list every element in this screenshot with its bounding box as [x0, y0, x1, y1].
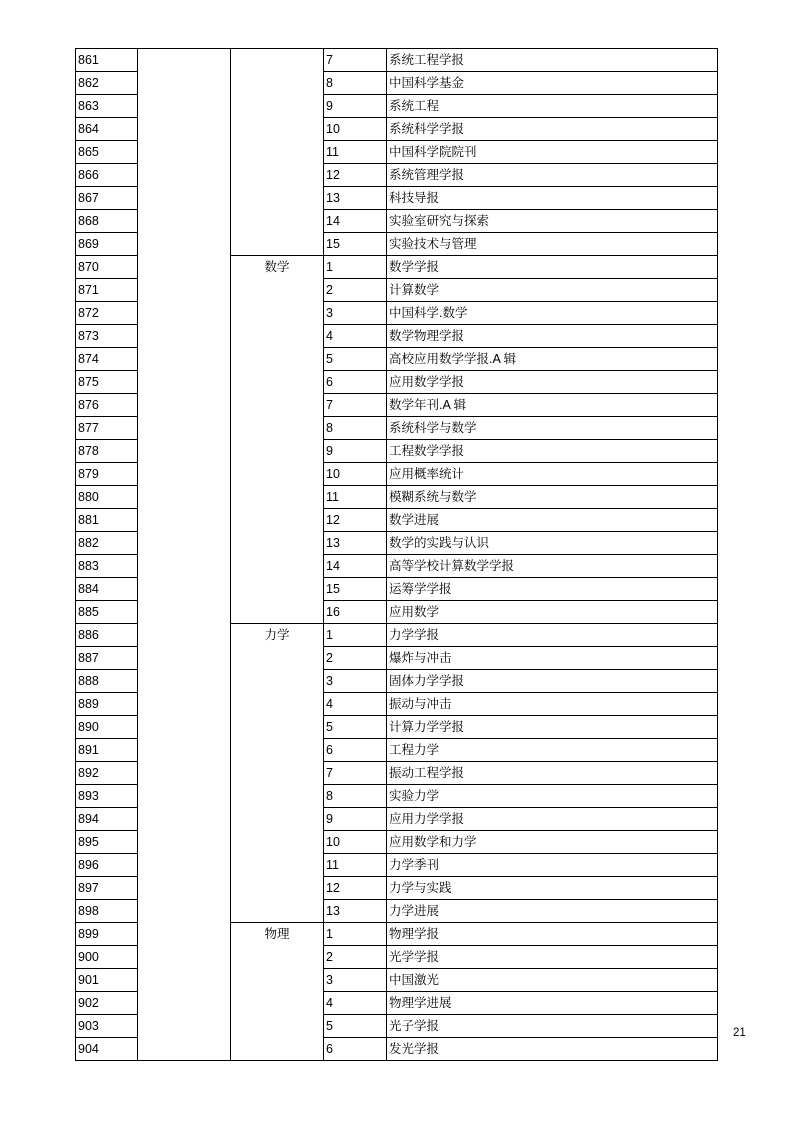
category-cell: [138, 900, 231, 923]
serial-number-cell: 877: [76, 417, 138, 440]
rank-cell: 11: [324, 141, 387, 164]
table-row: [76, 739, 718, 762]
category-cell: [138, 279, 231, 302]
table-row: [76, 95, 718, 118]
table-row: [76, 716, 718, 739]
journal-table-body: [76, 49, 718, 1061]
category-cell: [138, 302, 231, 325]
journal-name-cell: 系统科学学报: [387, 118, 718, 141]
table-row: [76, 440, 718, 463]
subject-cell: [231, 509, 324, 532]
subject-cell: [231, 693, 324, 716]
rank-cell: 7: [324, 49, 387, 72]
subject-cell: [231, 325, 324, 348]
serial-number-cell: 865: [76, 141, 138, 164]
serial-number-cell: 875: [76, 371, 138, 394]
rank-cell: 2: [324, 946, 387, 969]
serial-number-cell: 885: [76, 601, 138, 624]
table-row: [76, 141, 718, 164]
serial-number-cell: 880: [76, 486, 138, 509]
rank-cell: 4: [324, 693, 387, 716]
serial-number-cell: 868: [76, 210, 138, 233]
subject-cell: 数学: [231, 256, 324, 279]
serial-number-cell: 863: [76, 95, 138, 118]
rank-cell: 11: [324, 854, 387, 877]
subject-cell: [231, 854, 324, 877]
category-cell: [138, 49, 231, 72]
rank-cell: 1: [324, 624, 387, 647]
category-cell: [138, 808, 231, 831]
journal-name-cell: 系统工程学报: [387, 49, 718, 72]
category-cell: [138, 440, 231, 463]
journal-name-cell: 运筹学学报: [387, 578, 718, 601]
category-cell: [138, 210, 231, 233]
table-row: [76, 187, 718, 210]
subject-cell: [231, 164, 324, 187]
journal-name-cell: 物理学进展: [387, 992, 718, 1015]
journal-name-cell: 工程力学: [387, 739, 718, 762]
subject-cell: [231, 371, 324, 394]
serial-number-cell: 862: [76, 72, 138, 95]
table-row: [76, 1038, 718, 1061]
table-row: [76, 532, 718, 555]
category-cell: [138, 578, 231, 601]
table-row: [76, 509, 718, 532]
rank-cell: 14: [324, 555, 387, 578]
rank-cell: 2: [324, 279, 387, 302]
rank-cell: 6: [324, 1038, 387, 1061]
serial-number-cell: 879: [76, 463, 138, 486]
table-row: [76, 555, 718, 578]
serial-number-cell: 894: [76, 808, 138, 831]
subject-cell: [231, 141, 324, 164]
subject-cell: [231, 969, 324, 992]
table-row: [76, 670, 718, 693]
subject-cell: [231, 233, 324, 256]
subject-cell: [231, 394, 324, 417]
journal-name-cell: 工程数学学报: [387, 440, 718, 463]
subject-cell: [231, 49, 324, 72]
journal-name-cell: 物理学报: [387, 923, 718, 946]
table-row: [76, 210, 718, 233]
journal-name-cell: 实验技术与管理: [387, 233, 718, 256]
subject-cell: [231, 808, 324, 831]
subject-cell: 力学: [231, 624, 324, 647]
rank-cell: 9: [324, 440, 387, 463]
page-number: 21: [733, 1027, 746, 1039]
rank-cell: 8: [324, 785, 387, 808]
journal-name-cell: 实验力学: [387, 785, 718, 808]
serial-number-cell: 886: [76, 624, 138, 647]
journal-name-cell: 科技导报: [387, 187, 718, 210]
table-row: [76, 785, 718, 808]
subject-cell: [231, 417, 324, 440]
subject-cell: [231, 555, 324, 578]
rank-cell: 13: [324, 187, 387, 210]
category-cell: [138, 325, 231, 348]
serial-number-cell: 874: [76, 348, 138, 371]
table-row: [76, 624, 718, 647]
serial-number-cell: 882: [76, 532, 138, 555]
journal-name-cell: 中国科学院院刊: [387, 141, 718, 164]
category-cell: [138, 509, 231, 532]
category-cell: [138, 831, 231, 854]
subject-cell: [231, 877, 324, 900]
journal-name-cell: 力学季刊: [387, 854, 718, 877]
rank-cell: 8: [324, 417, 387, 440]
journal-name-cell: 应用力学学报: [387, 808, 718, 831]
category-cell: [138, 532, 231, 555]
table-row: [76, 325, 718, 348]
journal-name-cell: 振动工程学报: [387, 762, 718, 785]
serial-number-cell: 902: [76, 992, 138, 1015]
category-cell: [138, 601, 231, 624]
category-cell: [138, 716, 231, 739]
table-row: [76, 969, 718, 992]
journal-name-cell: 力学与实践: [387, 877, 718, 900]
journal-name-cell: 数学进展: [387, 509, 718, 532]
subject-cell: [231, 578, 324, 601]
journal-name-cell: 系统管理学报: [387, 164, 718, 187]
category-cell: [138, 141, 231, 164]
rank-cell: 15: [324, 578, 387, 601]
subject-cell: [231, 762, 324, 785]
subject-cell: [231, 532, 324, 555]
rank-cell: 3: [324, 969, 387, 992]
table-row: [76, 348, 718, 371]
serial-number-cell: 890: [76, 716, 138, 739]
category-cell: [138, 233, 231, 256]
category-cell: [138, 417, 231, 440]
subject-cell: [231, 716, 324, 739]
rank-cell: 5: [324, 1015, 387, 1038]
table-row: [76, 923, 718, 946]
category-cell: [138, 762, 231, 785]
category-cell: [138, 187, 231, 210]
rank-cell: 3: [324, 302, 387, 325]
rank-cell: 5: [324, 348, 387, 371]
serial-number-cell: 864: [76, 118, 138, 141]
category-cell: [138, 923, 231, 946]
rank-cell: 6: [324, 371, 387, 394]
journal-name-cell: 应用概率统计: [387, 463, 718, 486]
subject-cell: [231, 900, 324, 923]
serial-number-cell: 897: [76, 877, 138, 900]
journal-name-cell: 力学进展: [387, 900, 718, 923]
journal-table-container: [75, 48, 718, 1061]
journal-name-cell: 爆炸与冲击: [387, 647, 718, 670]
table-row: [76, 992, 718, 1015]
subject-cell: [231, 1015, 324, 1038]
serial-number-cell: 876: [76, 394, 138, 417]
table-row: [76, 831, 718, 854]
rank-cell: 2: [324, 647, 387, 670]
rank-cell: 1: [324, 923, 387, 946]
serial-number-cell: 871: [76, 279, 138, 302]
journal-name-cell: 模糊系统与数学: [387, 486, 718, 509]
serial-number-cell: 891: [76, 739, 138, 762]
serial-number-cell: 896: [76, 854, 138, 877]
rank-cell: 7: [324, 762, 387, 785]
category-cell: [138, 670, 231, 693]
table-row: [76, 371, 718, 394]
journal-name-cell: 应用数学: [387, 601, 718, 624]
rank-cell: 3: [324, 670, 387, 693]
rank-cell: 6: [324, 739, 387, 762]
serial-number-cell: 903: [76, 1015, 138, 1038]
category-cell: [138, 739, 231, 762]
subject-cell: [231, 1038, 324, 1061]
category-cell: [138, 394, 231, 417]
rank-cell: 7: [324, 394, 387, 417]
journal-name-cell: 高等学校计算数学学报: [387, 555, 718, 578]
subject-cell: [231, 992, 324, 1015]
subject-cell: [231, 440, 324, 463]
rank-cell: 9: [324, 808, 387, 831]
serial-number-cell: 898: [76, 900, 138, 923]
rank-cell: 1: [324, 256, 387, 279]
journal-name-cell: 中国科学基金: [387, 72, 718, 95]
journal-name-cell: 高校应用数学学报.A 辑: [387, 348, 718, 371]
table-row: [76, 647, 718, 670]
table-row: [76, 854, 718, 877]
rank-cell: 12: [324, 509, 387, 532]
subject-cell: [231, 647, 324, 670]
journal-name-cell: 固体力学学报: [387, 670, 718, 693]
journal-name-cell: 中国激光: [387, 969, 718, 992]
category-cell: [138, 371, 231, 394]
table-row: [76, 762, 718, 785]
table-row: [76, 279, 718, 302]
category-cell: [138, 164, 231, 187]
category-cell: [138, 969, 231, 992]
journal-name-cell: 数学的实践与认识: [387, 532, 718, 555]
journal-name-cell: 计算力学学报: [387, 716, 718, 739]
table-row: [76, 463, 718, 486]
serial-number-cell: 878: [76, 440, 138, 463]
serial-number-cell: 895: [76, 831, 138, 854]
category-cell: [138, 785, 231, 808]
subject-cell: [231, 95, 324, 118]
serial-number-cell: 869: [76, 233, 138, 256]
category-cell: [138, 1038, 231, 1061]
rank-cell: 10: [324, 463, 387, 486]
table-row: [76, 256, 718, 279]
rank-cell: 10: [324, 831, 387, 854]
subject-cell: [231, 118, 324, 141]
category-cell: [138, 693, 231, 716]
table-row: [76, 302, 718, 325]
table-row: [76, 72, 718, 95]
category-cell: [138, 1015, 231, 1038]
rank-cell: 4: [324, 992, 387, 1015]
table-row: [76, 233, 718, 256]
rank-cell: 5: [324, 716, 387, 739]
subject-cell: [231, 463, 324, 486]
journal-name-cell: 发光学报: [387, 1038, 718, 1061]
category-cell: [138, 95, 231, 118]
table-row: [76, 601, 718, 624]
subject-cell: [231, 670, 324, 693]
serial-number-cell: 872: [76, 302, 138, 325]
serial-number-cell: 900: [76, 946, 138, 969]
journal-name-cell: 光子学报: [387, 1015, 718, 1038]
category-cell: [138, 946, 231, 969]
category-cell: [138, 72, 231, 95]
journal-table: [75, 48, 718, 1061]
serial-number-cell: 892: [76, 762, 138, 785]
serial-number-cell: 870: [76, 256, 138, 279]
journal-name-cell: 振动与冲击: [387, 693, 718, 716]
subject-cell: [231, 831, 324, 854]
serial-number-cell: 861: [76, 49, 138, 72]
table-row: [76, 118, 718, 141]
serial-number-cell: 887: [76, 647, 138, 670]
category-cell: [138, 118, 231, 141]
rank-cell: 12: [324, 164, 387, 187]
rank-cell: 11: [324, 486, 387, 509]
subject-cell: [231, 348, 324, 371]
table-row: [76, 946, 718, 969]
table-row: [76, 578, 718, 601]
table-row: [76, 486, 718, 509]
table-row: [76, 49, 718, 72]
rank-cell: 4: [324, 325, 387, 348]
table-row: [76, 164, 718, 187]
subject-cell: [231, 785, 324, 808]
subject-cell: [231, 210, 324, 233]
journal-name-cell: 数学学报: [387, 256, 718, 279]
rank-cell: 13: [324, 532, 387, 555]
category-cell: [138, 647, 231, 670]
rank-cell: 14: [324, 210, 387, 233]
serial-number-cell: 889: [76, 693, 138, 716]
category-cell: [138, 486, 231, 509]
table-row: [76, 417, 718, 440]
serial-number-cell: 904: [76, 1038, 138, 1061]
journal-name-cell: 数学年刊.A 辑: [387, 394, 718, 417]
journal-name-cell: 计算数学: [387, 279, 718, 302]
serial-number-cell: 884: [76, 578, 138, 601]
table-row: [76, 900, 718, 923]
rank-cell: 15: [324, 233, 387, 256]
rank-cell: 12: [324, 877, 387, 900]
serial-number-cell: 866: [76, 164, 138, 187]
serial-number-cell: 883: [76, 555, 138, 578]
subject-cell: [231, 601, 324, 624]
journal-name-cell: 数学物理学报: [387, 325, 718, 348]
journal-name-cell: 光学学报: [387, 946, 718, 969]
journal-name-cell: 系统工程: [387, 95, 718, 118]
subject-cell: [231, 486, 324, 509]
subject-cell: 物理: [231, 923, 324, 946]
rank-cell: 16: [324, 601, 387, 624]
table-row: [76, 877, 718, 900]
subject-cell: [231, 187, 324, 210]
category-cell: [138, 877, 231, 900]
rank-cell: 8: [324, 72, 387, 95]
category-cell: [138, 854, 231, 877]
serial-number-cell: 873: [76, 325, 138, 348]
subject-cell: [231, 302, 324, 325]
table-row: [76, 1015, 718, 1038]
serial-number-cell: 901: [76, 969, 138, 992]
serial-number-cell: 893: [76, 785, 138, 808]
journal-name-cell: 应用数学学报: [387, 371, 718, 394]
table-row: [76, 808, 718, 831]
serial-number-cell: 867: [76, 187, 138, 210]
serial-number-cell: 888: [76, 670, 138, 693]
category-cell: [138, 256, 231, 279]
table-row: [76, 693, 718, 716]
serial-number-cell: 899: [76, 923, 138, 946]
serial-number-cell: 881: [76, 509, 138, 532]
subject-cell: [231, 739, 324, 762]
journal-name-cell: 力学学报: [387, 624, 718, 647]
subject-cell: [231, 279, 324, 302]
category-cell: [138, 463, 231, 486]
rank-cell: 13: [324, 900, 387, 923]
subject-cell: [231, 72, 324, 95]
journal-name-cell: 实验室研究与探索: [387, 210, 718, 233]
category-cell: [138, 555, 231, 578]
category-cell: [138, 348, 231, 371]
rank-cell: 9: [324, 95, 387, 118]
subject-cell: [231, 946, 324, 969]
journal-name-cell: 应用数学和力学: [387, 831, 718, 854]
category-cell: [138, 624, 231, 647]
table-row: [76, 394, 718, 417]
category-cell: [138, 992, 231, 1015]
journal-name-cell: 中国科学.数学: [387, 302, 718, 325]
journal-name-cell: 系统科学与数学: [387, 417, 718, 440]
rank-cell: 10: [324, 118, 387, 141]
